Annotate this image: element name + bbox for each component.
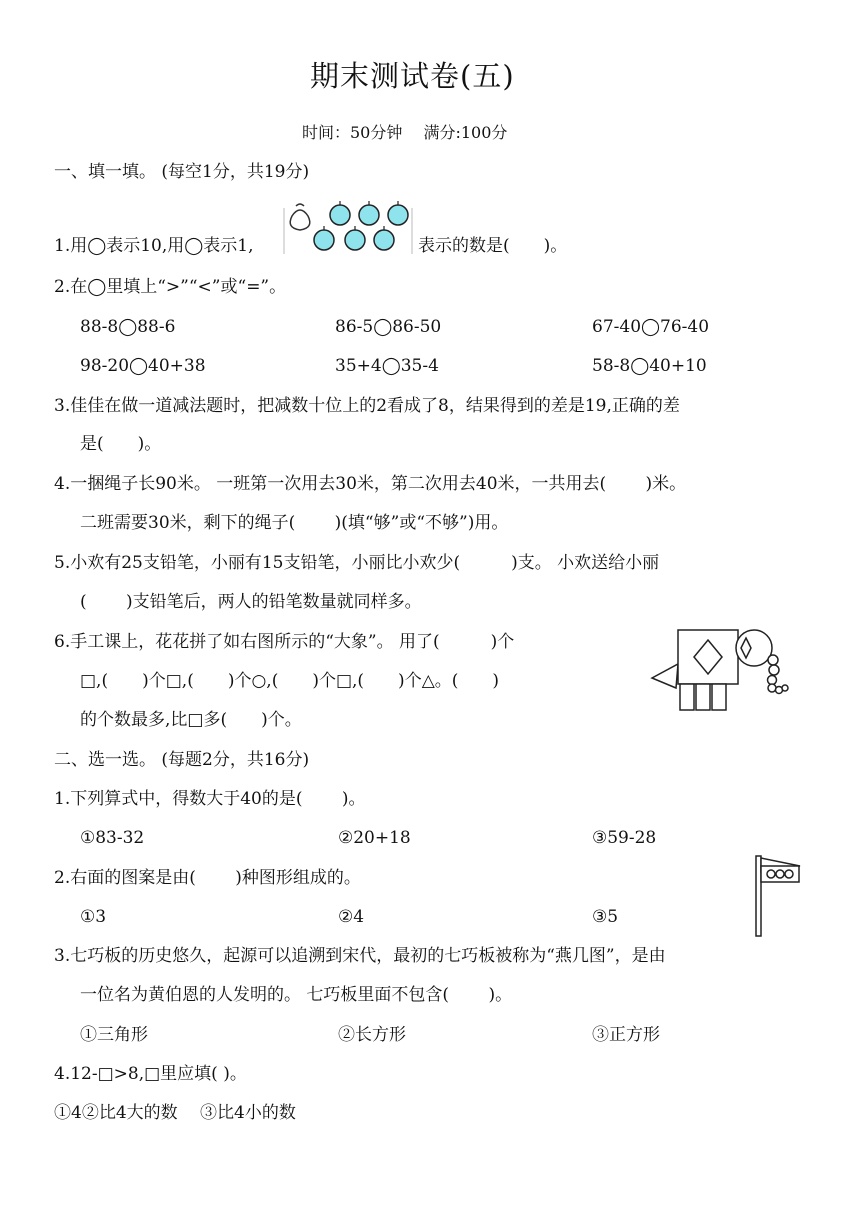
- question-2-3-line2: 一位名为黄伯恩的人发明的。 七巧板里面不包含( )。: [80, 985, 513, 1005]
- triangle-shape: [652, 664, 678, 688]
- apple-icon: [374, 230, 394, 250]
- option: ②4: [338, 907, 365, 927]
- option: ①三角形: [80, 1025, 148, 1045]
- apple-icon: [345, 230, 365, 250]
- compare-item: 88-8◯88-6: [80, 317, 176, 337]
- option: ②20+18: [338, 828, 411, 848]
- option: ②长方形: [338, 1025, 406, 1045]
- question-2-1-text: 1.下列算式中，得数大于40的是( )。: [54, 789, 366, 809]
- section1-heading: 一、填一填。 (每空1分，共19分): [54, 162, 310, 182]
- question-1-2-text: 2.在◯里填上“>”“<”或“=”。: [54, 277, 287, 297]
- leg-rect: [712, 684, 726, 710]
- question-1-4-line2: 二班需要30米，剩下的绳子( )(填“够”或“不够”)用。: [80, 513, 509, 533]
- elephant-figure: [650, 626, 800, 714]
- question-1-5-line1: 5.小欢有25支铅笔，小丽有15支铅笔，小丽比小欢少( )支。 小欢送给小丽: [54, 553, 660, 573]
- option: ③正方形: [592, 1025, 660, 1045]
- question-1-1-text: 1.用◯表示10,用◯表示1,: [54, 236, 254, 256]
- section2-heading: 二、选一选。 (每题2分，共16分): [54, 750, 310, 770]
- page-title: 期末测试卷(五): [310, 59, 515, 93]
- option: ①83-32: [80, 828, 145, 848]
- question-2-4-options: ①4②比4大的数 ③比4小的数: [54, 1103, 296, 1123]
- option: ③59-28: [592, 828, 657, 848]
- compare-item: 86-5◯86-50: [335, 317, 442, 337]
- question-1-1-suffix: 表示的数是( )。: [418, 236, 568, 256]
- question-2-2-text: 2.右面的图案是由( )种图形组成的。: [54, 868, 361, 888]
- question-1-5-line2: ( )支铅笔后，两人的铅笔数量就同样多。: [80, 592, 422, 612]
- leg-rect: [680, 684, 694, 710]
- apple-icon: [388, 205, 408, 225]
- compare-item: 58-8◯40+10: [592, 356, 707, 376]
- leg-rect: [696, 684, 710, 710]
- question-1-6-line3: 的个数最多,比□多( )个。: [80, 710, 302, 730]
- question-1-6-line2: □,( )个□,( )个○,( )个□,( )个△。( ): [80, 671, 500, 691]
- question-1-3-line2: 是( )。: [80, 434, 162, 454]
- compare-item: 98-20◯40+38: [80, 356, 206, 376]
- exam-meta: 时间：50分钟 满分:100分: [302, 123, 508, 142]
- option: ①3: [80, 907, 107, 927]
- compare-item: 35+4◯35-4: [335, 356, 439, 376]
- flag-figure: [750, 852, 810, 938]
- question-1-6-line1: 6.手工课上，花花拼了如右图所示的“大象”。 用了( )个: [54, 632, 515, 652]
- compare-item: 67-40◯76-40: [592, 317, 710, 337]
- counting-picture: [282, 198, 414, 256]
- question-2-4-text: 4.12-□>8,□里应填( )。: [54, 1064, 247, 1084]
- question-1-3-line1: 3.佳佳在做一道减法题时，把减数十位上的2看成了8，结果得到的差是19,正确的差: [54, 396, 680, 416]
- question-1-4-line1: 4.一捆绳子长90米。 一班第一次用去30米，第二次用去40米，一共用去( )米。: [54, 474, 687, 494]
- apple-icon: [314, 230, 334, 250]
- apple-icon: [359, 205, 379, 225]
- apple-icon: [330, 205, 350, 225]
- option: ③5: [592, 907, 619, 927]
- peach-icon: [290, 204, 310, 230]
- question-2-3-line1: 3.七巧板的历史悠久，起源可以追溯到宋代，最初的七巧板被称为“燕几图”，是由: [54, 946, 666, 966]
